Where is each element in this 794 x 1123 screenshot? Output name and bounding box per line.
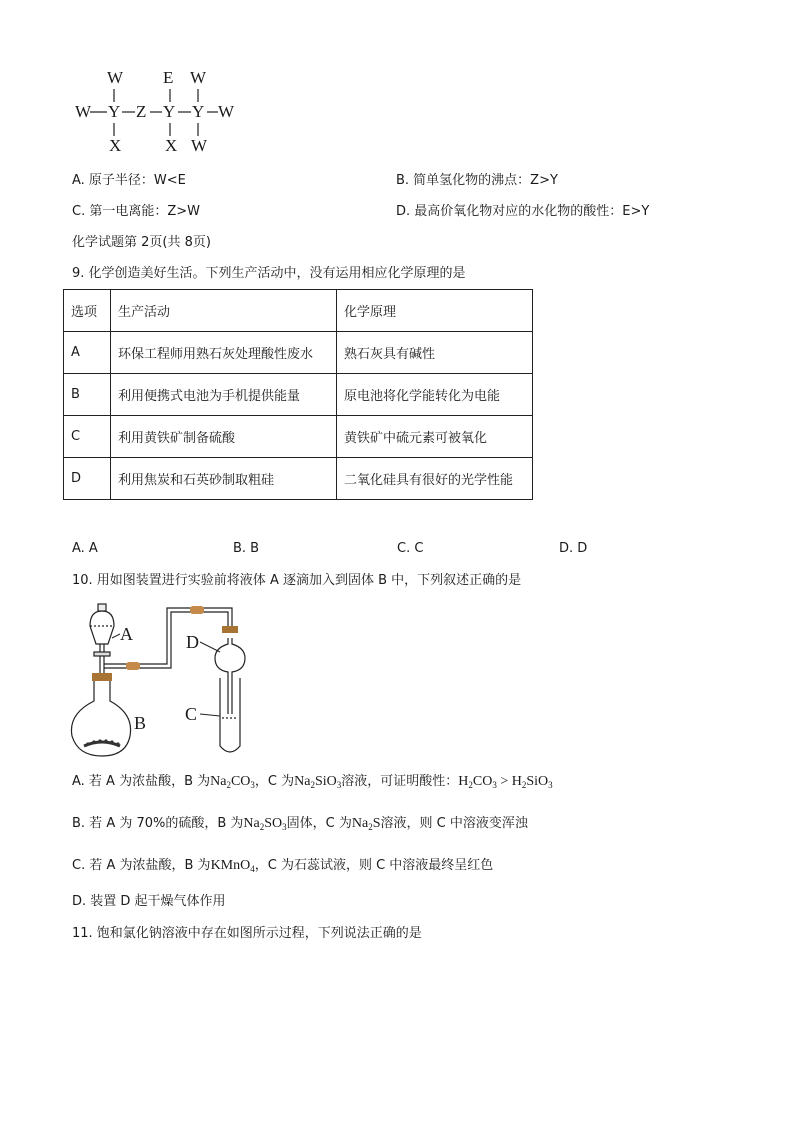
row-c-label: C <box>64 416 111 458</box>
bulb-stopper <box>222 626 238 633</box>
header-option: 选项 <box>64 290 111 332</box>
q8-option-b: B. 简单氢化物的沸点：Z>Y <box>396 173 558 188</box>
row-b-principle: 原电池将化学能转化为电能 <box>337 374 533 416</box>
rubber-tube-2 <box>190 606 204 614</box>
q8-option-a: A. 原子半径：W<E <box>72 173 186 188</box>
atom-top-2: E <box>163 68 174 87</box>
q9-option-b: B. B <box>233 541 260 556</box>
q9-option-c: C. C <box>397 541 424 556</box>
table-row <box>64 416 533 458</box>
q10-option-a: A. 若 A 为浓盐酸，B 为$Na_2CO_3$，C 为$Na_2SiO_3$溶液，可证明酸性：$H_2CO_3 > H_2SiO_3$ <box>72 774 553 790</box>
q10-option-c: C. 若 A 为浓盐酸，B 为KMnO$_4$，C 为石蕊试液，则 C 中溶液最终呈红色 <box>72 858 494 874</box>
q9-stem: 9. 化学创造美好生活。下列生产活动中，没有运用相应化学原理的是 <box>72 266 466 281</box>
atom-bottom-3: W <box>191 136 208 155</box>
apparatus-diagram <box>60 596 260 761</box>
atom-chain-1: W <box>75 102 92 121</box>
page-footer: 化学试题第 2页(共 8页) <box>72 235 211 250</box>
atom-chain-5: Y <box>192 102 205 121</box>
q10-option-d: D. 装置 D 起干燥气体作用 <box>72 894 226 909</box>
label-c: C <box>185 704 198 724</box>
separatory-funnel <box>90 611 114 644</box>
row-c-activity: 利用黄铁矿制备硫酸 <box>111 416 337 458</box>
row-d-principle: 二氧化硅具有很好的光学性能 <box>337 458 533 500</box>
q8-option-c: C. 第一电离能：Z>W <box>72 204 200 219</box>
label-a: A <box>120 624 133 644</box>
q8-option-d: D. 最高价氧化物对应的水化物的酸性：E>Y <box>396 204 650 219</box>
table-row <box>64 458 533 500</box>
atom-chain-6: W <box>218 102 235 121</box>
q10-stem: 10. 用如图装置进行实验前将液体 A 逐滴加入到固体 B 中，下列叙述正确的是 <box>72 573 522 588</box>
flask-stopper <box>92 673 112 681</box>
structural-formula <box>70 66 250 161</box>
row-c-principle: 黄铁矿中硫元素可被氧化 <box>337 416 533 458</box>
q9-table <box>63 289 533 500</box>
atom-chain-4: Y <box>163 102 176 121</box>
row-b-label: B <box>64 374 111 416</box>
atom-bottom-2: X <box>165 136 178 155</box>
q11-stem: 11. 饱和氯化钠溶液中存在如图所示过程，下列说法正确的是 <box>72 926 422 941</box>
atom-chain-2: Y <box>108 102 121 121</box>
table-row <box>64 374 533 416</box>
atom-top-1: W <box>107 68 124 87</box>
row-a-activity: 环保工程师用熟石灰处理酸性废水 <box>111 332 337 374</box>
table-header-row <box>64 290 533 332</box>
row-a-principle: 熟石灰具有碱性 <box>337 332 533 374</box>
atom-top-3: W <box>190 68 207 87</box>
q9-option-d: D. D <box>559 541 588 556</box>
atom-bottom-1: X <box>109 136 122 155</box>
row-a-label: A <box>64 332 111 374</box>
round-bottom-flask <box>71 678 130 756</box>
row-d-label: D <box>64 458 111 500</box>
atom-chain-3: Z <box>136 102 147 121</box>
bond-lines <box>70 66 250 161</box>
label-d: D <box>186 632 199 652</box>
header-principle: 化学原理 <box>337 290 533 332</box>
table-row <box>64 332 533 374</box>
test-tube-c <box>220 678 240 752</box>
rubber-tube-1 <box>126 662 140 670</box>
row-d-activity: 利用焦炭和石英砂制取粗硅 <box>111 458 337 500</box>
q10-option-b: B. 若 A 为 70%的硫酸，B 为$Na_2SO_3$固体，C 为$Na_2S$溶液，则 C 中溶液变浑浊 <box>72 816 528 832</box>
q9-option-a: A. A <box>72 541 98 556</box>
row-b-activity: 利用便携式电池为手机提供能量 <box>111 374 337 416</box>
label-b: B <box>134 713 147 733</box>
header-activity: 生产活动 <box>111 290 337 332</box>
